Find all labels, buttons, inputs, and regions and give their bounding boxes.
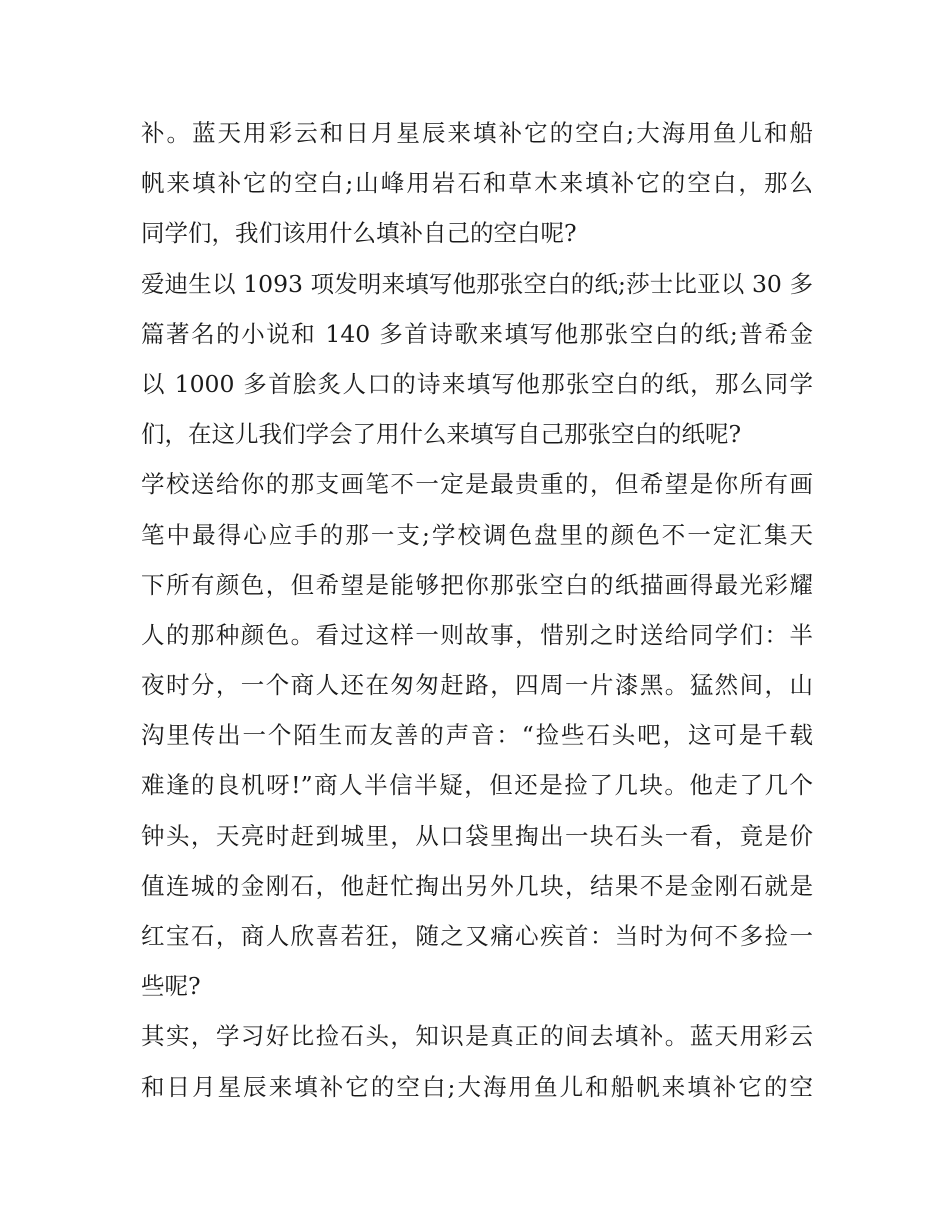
text-line: 帆来填补它的空白;山峰用岩石和草木来填补它的空白，那么 [141, 169, 813, 198]
text-line: 篇著名的小说和 140 多首诗歌来填写他那张空白的纸;普希金 [141, 319, 813, 348]
text-line: 红宝石，商人欣喜若狂，随之又痛心疾首：当时为何不多捡一 [141, 922, 813, 950]
text-line: 爱迪生以 1093 项发明来填写他那张空白的纸;莎士比亚以 30 多 [141, 269, 813, 298]
text-line: 和日月星辰来填补它的空白;大海用鱼儿和船帆来填补它的空 [141, 1072, 813, 1101]
text-line: 难逢的良机呀!”商人半信半疑，但还是捡了几块。他走了几个 [141, 771, 813, 800]
body-text [141, 108, 813, 1112]
text-line: 值连城的金刚石，他赶忙掏出另外几块，结果不是金刚石就是 [141, 871, 813, 900]
text-line: 学校送给你的那支画笔不一定是最贵重的，但希望是你所有画 [141, 470, 813, 499]
text-line: 其实，学习好比捡石头，知识是真正的间去填补。蓝天用彩云 [141, 1022, 813, 1051]
text-line: 们，在这儿我们学会了用什么来填写自己那张空白的纸呢? [141, 420, 742, 449]
text-line: 补。蓝天用彩云和日月星辰来填补它的空白;大海用鱼儿和船 [141, 119, 813, 147]
text-line: 笔中最得心应手的那一支;学校调色盘里的颜色不一定汇集天 [141, 520, 813, 549]
text-line: 夜时分，一个商人还在匆匆赶路，四周一片漆黑。猛然间，山 [141, 671, 813, 700]
text-line: 些呢? [141, 972, 201, 1001]
text-line: 沟里传出一个陌生而友善的声音：“捡些石头吧，这可是千载 [141, 721, 813, 750]
text-line: 同学们，我们该用什么填补自己的空白呢? [141, 219, 577, 248]
text-line: 以 1000 多首脍炙人口的诗来填写他那张空白的纸，那么同学 [141, 369, 813, 398]
text-line: 人的那种颜色。看过这样一则故事，惜别之时送给同学们：半 [141, 620, 813, 649]
text-line: 下所有颜色，但希望是能够把你那张空白的纸描画得最光彩耀 [141, 570, 813, 599]
text-line: 钟头，天亮时赶到城里，从口袋里掏出一块石头一看，竟是价 [141, 821, 813, 850]
